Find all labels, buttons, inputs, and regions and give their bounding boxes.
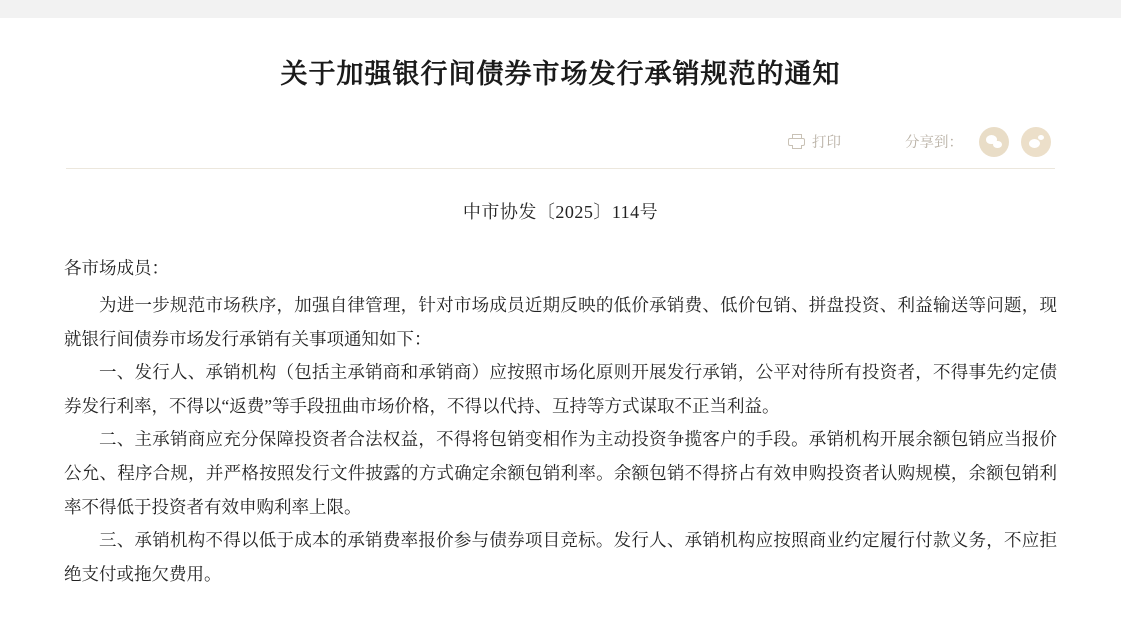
weibo-icon [1028, 135, 1044, 148]
print-label: 打印 [812, 135, 841, 152]
share-weibo-button[interactable] [1021, 127, 1051, 157]
paragraph-1: 为进一步规范市场秩序，加强自律管理，针对市场成员近期反映的低价承销费、低价包销、拼盘投资、利益输送等问题，现就银行间债券市场发行承销有关事项通知如下： [64, 295, 1057, 349]
salutation: 各市场成员： [64, 257, 169, 278]
print-button[interactable] [788, 131, 841, 152]
document-number: 中市协发〔2025〕114号 [462, 201, 659, 222]
document-toolbar [0, 112, 1121, 156]
printer-icon [788, 134, 805, 149]
wechat-icon [986, 135, 1002, 148]
header-divider [66, 168, 1055, 169]
share-group [905, 127, 1051, 157]
paragraph-2: 一、发行人、承销机构（包括主承销商和承销商）应按照市场化原则开展发行承销，公平对待所有投资者，不得事先约定债券发行利率，不得以“返费”等手段扭曲市场价格，不得以代持、互持等方式谋取不正当利益。 [64, 362, 1057, 416]
document-body [0, 195, 1121, 591]
document-page [0, 18, 1121, 625]
share-wechat-button[interactable] [979, 127, 1009, 157]
page-title: 关于加强银行间债券市场发行承销规范的通知 [280, 59, 841, 90]
share-label: 分享到： [905, 135, 963, 152]
paragraph-3: 二、主承销商应充分保障投资者合法权益，不得将包销变相作为主动投资争揽客户的手段。承销机构开展余额包销应当报价公允、程序合规，并严格按照发行文件披露的方式确定余额包销利率。余额包销不得挤占有效申购投资者认购规模，余额包销利率不得低于投资者有效申购利率上限。 [64, 429, 1057, 517]
paragraph-4: 三、承销机构不得以低于成本的承销费率报价参与债券项目竞标。发行人、承销机构应按照商业约定履行付款义务，不应拒绝支付或拖欠费用。 [64, 530, 1057, 584]
